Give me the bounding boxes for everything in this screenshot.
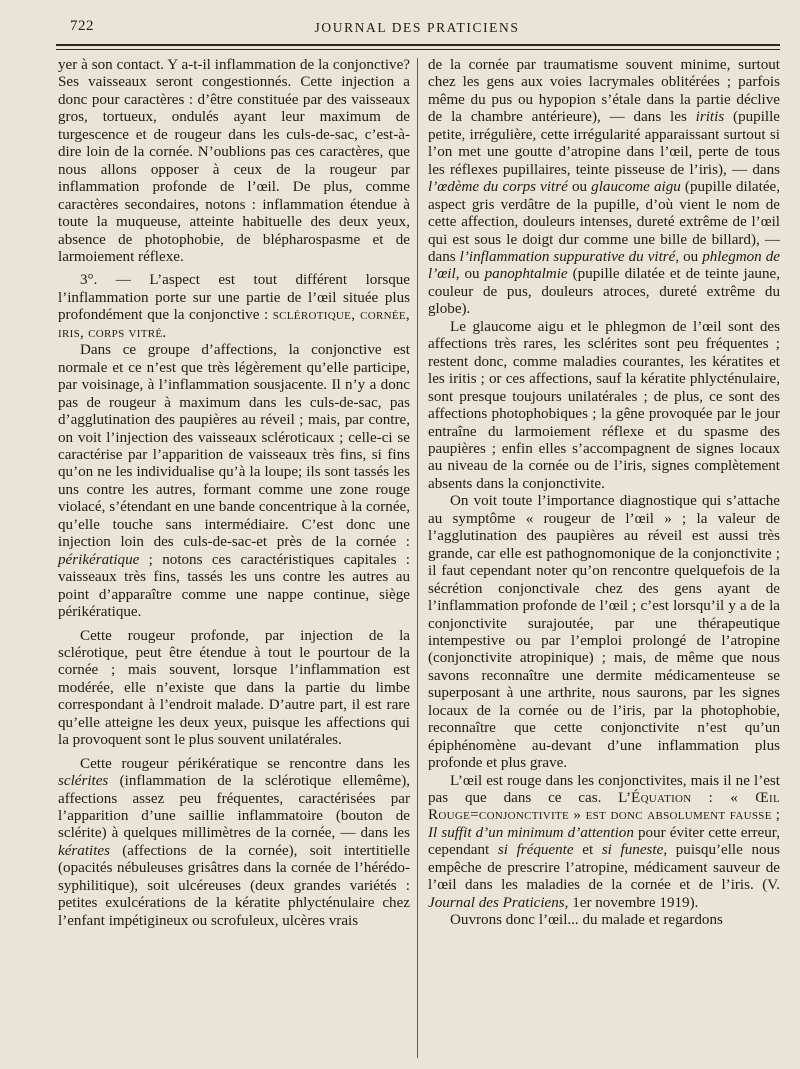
left-column — [58, 57, 410, 930]
running-title: JOURNAL DES PRATICIENS — [314, 20, 520, 35]
paragraph-p2 — [58, 272, 410, 342]
text-run: , ou — [675, 248, 703, 265]
text-run: Le glaucome aigu et le phlegmon de l’œil sont des affections très rares, les sclérites sont peu fréquentes ; restent donc, comme maladies courantes, les kératites et les iritis ; or ces affections, sauf la kératite phlycténulaire, sont presque toujours unilatérales ; de plus, ce sont des affections photophobiques ; la gêne provoquée par le jour entraîne du larmoiement réflexe et du spasme des paupières ; enfin elles s’accompagnent de signes locaux au niveau de la cornée ou de l’iris, signes complètement absents dans la conjonctivite. — [428, 318, 780, 492]
text-run: yer à son contact. Y a-t-il inflammation de la conjonctive? Ses vaisseaux seront congestionnés. Cette injection a donc pour caractères : d’être constituée par des vaisseaux gros, tortueux, ondulés ayant leur maximum de turgescence et de rougeur dans les culs-de-sac, c’est-à-dire loin de la cornée. N’oublions pas ces caractères, que nous allons opposer à ceux de la rougeur par inflammation profonde de l’œil. De plus, comme caractères secondaires, notons : inflammation étendue à toute la muqueuse, atteinte habituelle des deux yeux, absence de photophobie, de blépharospasme et de larmoiement réflexe. — [58, 57, 410, 265]
header-rule-thick — [56, 44, 780, 46]
paragraph-p4 — [58, 628, 410, 750]
text-run: et — [573, 842, 602, 859]
paragraph-r4 — [428, 773, 780, 913]
text-run: , ou — [455, 266, 485, 283]
text-run: panophtalmie — [484, 266, 568, 283]
text-run: Dans ce groupe d’affections, la conjonctive est normale et ce n’est que très légèrement qu’elle participe, par voisinage, à l’inflammation sousjacente. Il n’y a donc pas de rougeur à maximum dans les culs-de-sac, pas d’agglutination des paupières au réveil ; mais, par contre, on voit l’injection des vaisseaux scléroticaux ; celle-ci se caractérise par l’apparition de vaisseaux très fins, si fins qu’on ne les individualise qu’à la loupe; ils sont tassés les uns contre les autres, formant comme une zone rouge violacé, s’étendant en une bande concentrique à la cornée, qu’elle touche sans intermédiaire. C’est donc une injection loin des culs-de-sac-et près de la cornée : — [58, 342, 410, 551]
page-number: 722 — [70, 18, 94, 34]
text-run: phlegmon de l’œil — [428, 248, 780, 283]
text-run: l’œdème du corps vitré — [428, 179, 568, 196]
text-run: l’inflammation suppurative du vitré — [459, 248, 676, 265]
text-run: périkératique — [58, 551, 140, 568]
text-run: iritis — [695, 109, 725, 126]
text-run: 3°. — L’aspect est tout différent lorsque l’inflammation porte sur une partie de l’œil située plus profondément que la conjonctive : — [58, 272, 410, 324]
paragraph-p1 — [58, 57, 410, 266]
page-header — [56, 16, 778, 42]
text-run: Cette rougeur périkératique se rencontre dans les — [80, 755, 410, 772]
text-run: Cette rougeur profonde, par injection de la sclérotique, peut être étendue à tout le pourtour de la cornée ; mais souvent, lorsque l’inflammation est modérée, elle n’existe que dans la partie du limbe correspondant à l’endroit malade. D’autre part, il est rare qu’elle atteigne les deux yeux, puisque les affections qui la provoquent sont le plus souvent unilatérales. — [58, 627, 410, 749]
header-rule-thin — [56, 49, 780, 50]
paragraph-p3 — [58, 342, 410, 621]
text-run: Ouvrons donc l’œil... du malade et regardons — [450, 912, 723, 929]
text-run: Journal des Praticiens — [428, 894, 565, 911]
text-run: L’œil est rouge dans les conjonctivites, mais il ne l’est pas que dans ce cas. L’ — [428, 772, 780, 807]
text-run: si funeste — [601, 842, 664, 859]
text-run: (pupille dilatée, aspect gris verdâtre de la pupille, d’où vient le nom de cette affection, douleurs intenses, dureté extrême de l’œil qui est sous le doigt dur comme une bille de billard), — dans — [428, 179, 780, 265]
paragraph-r2 — [428, 319, 780, 494]
paragraph-r3 — [428, 493, 780, 772]
text-run: , 1er novembre 1919). — [564, 894, 699, 911]
text-run: Il suffit d’un minimum d’attention — [428, 824, 634, 841]
text-run: glaucome aigu — [591, 179, 681, 196]
text-run: (affections de la cornée), soit intertitielle (opacités nébuleuses grisâtres dans la cornée de l’hérédo-syphilitique), soit ulcéreuses (deux grandes variétés : petites exulcérations de la kératite phlycténulaire chez l’enfant impétigineux ou scrofuleux, ulcères vrais — [58, 842, 410, 929]
text-run: (inflammation de la sclérotique ellemême), affections assez peu fréquentes, caractérisées par l’apparition d’une saillie inflammatoire (bouton de sclérite) à quelques millimètres de la cornée, — dans les — [58, 773, 410, 842]
right-column — [428, 57, 780, 930]
text-run: , puisqu’elle nous empêche de prescrire l’atropine, médicament sauveur de l’œil dans les maladies de la cornée et de l’iris. (V. — [428, 842, 780, 894]
text-run: si fréquente — [497, 842, 574, 859]
text-run: (pupille dilatée et de teinte jaune, couleur de pus, douleurs atroces, dureté extrême du globe). — [428, 266, 780, 318]
column-divider — [417, 58, 418, 1058]
paragraph-r5 — [428, 912, 780, 929]
text-run: ; — [771, 807, 781, 824]
paragraph-r1 — [428, 57, 780, 319]
text-run: ou — [567, 179, 592, 196]
text-run: Équation : « Œil Rouge=conjonctivite » est donc absolument fausse — [428, 790, 780, 824]
text-run: sclérites — [58, 773, 109, 790]
text-run: On voit toute l’importance diagnostique qui s’attache au symptôme « rougeur de l’œil » ; la valeur de l’agglutination des paupières au réveil est aussi très grande, car elle est pathognomonique de la conjonctivite ; il faut cependant noter qu’on rencontre quelquefois de la sécrétion conjonctivale chez des gens ayant de l’inflammation profonde de l’œil ; c’est lorsqu’il y a de la conjonctivite surajoutée, par une thérapeutique intempestive ou par l’emploi prolongé de l’atropine (conjonctivite atropinique) ; mais, de même que nous savons reconnaître une dermite médicamenteuse se superposant à une arthrite, nous saurons, par les signes locaux de la cornée ou de l’iris, par la photophobie, reconnaître que cette conjonctivite n’est qu’un épiphénomène au-devant d’une inflammation plus profonde et plus grave. — [428, 493, 780, 772]
text-run: sclérotique, cornée, iris, corps vitré. — [58, 307, 410, 341]
text-run: (pupille petite, irrégulière, cette irrégularité apparaissant surtout si l’on met une goutte d’atropine dans l’œil, perte de tous les réflexes pupillaires, teinte pisseuse de l’iris), — dans — [428, 109, 780, 178]
text-run: pour éviter cette erreur, cependant — [428, 824, 780, 859]
text-run: kératites — [58, 842, 110, 859]
paragraph-p5 — [58, 756, 410, 931]
text-run: de la cornée par traumatisme souvent minime, surtout chez les gens aux voies lacrymales oblitérées ; parfois même du pus ou hypopion s’étale dans la partie déclive de la chambre antérieure), — dans les — [428, 57, 780, 126]
text-run: ; notons ces caractéristiques capitales : vaisseaux très fins, tassés les uns contre les autres au point d’apparaître comme une nappe continue, siège périkératique. — [58, 551, 410, 621]
